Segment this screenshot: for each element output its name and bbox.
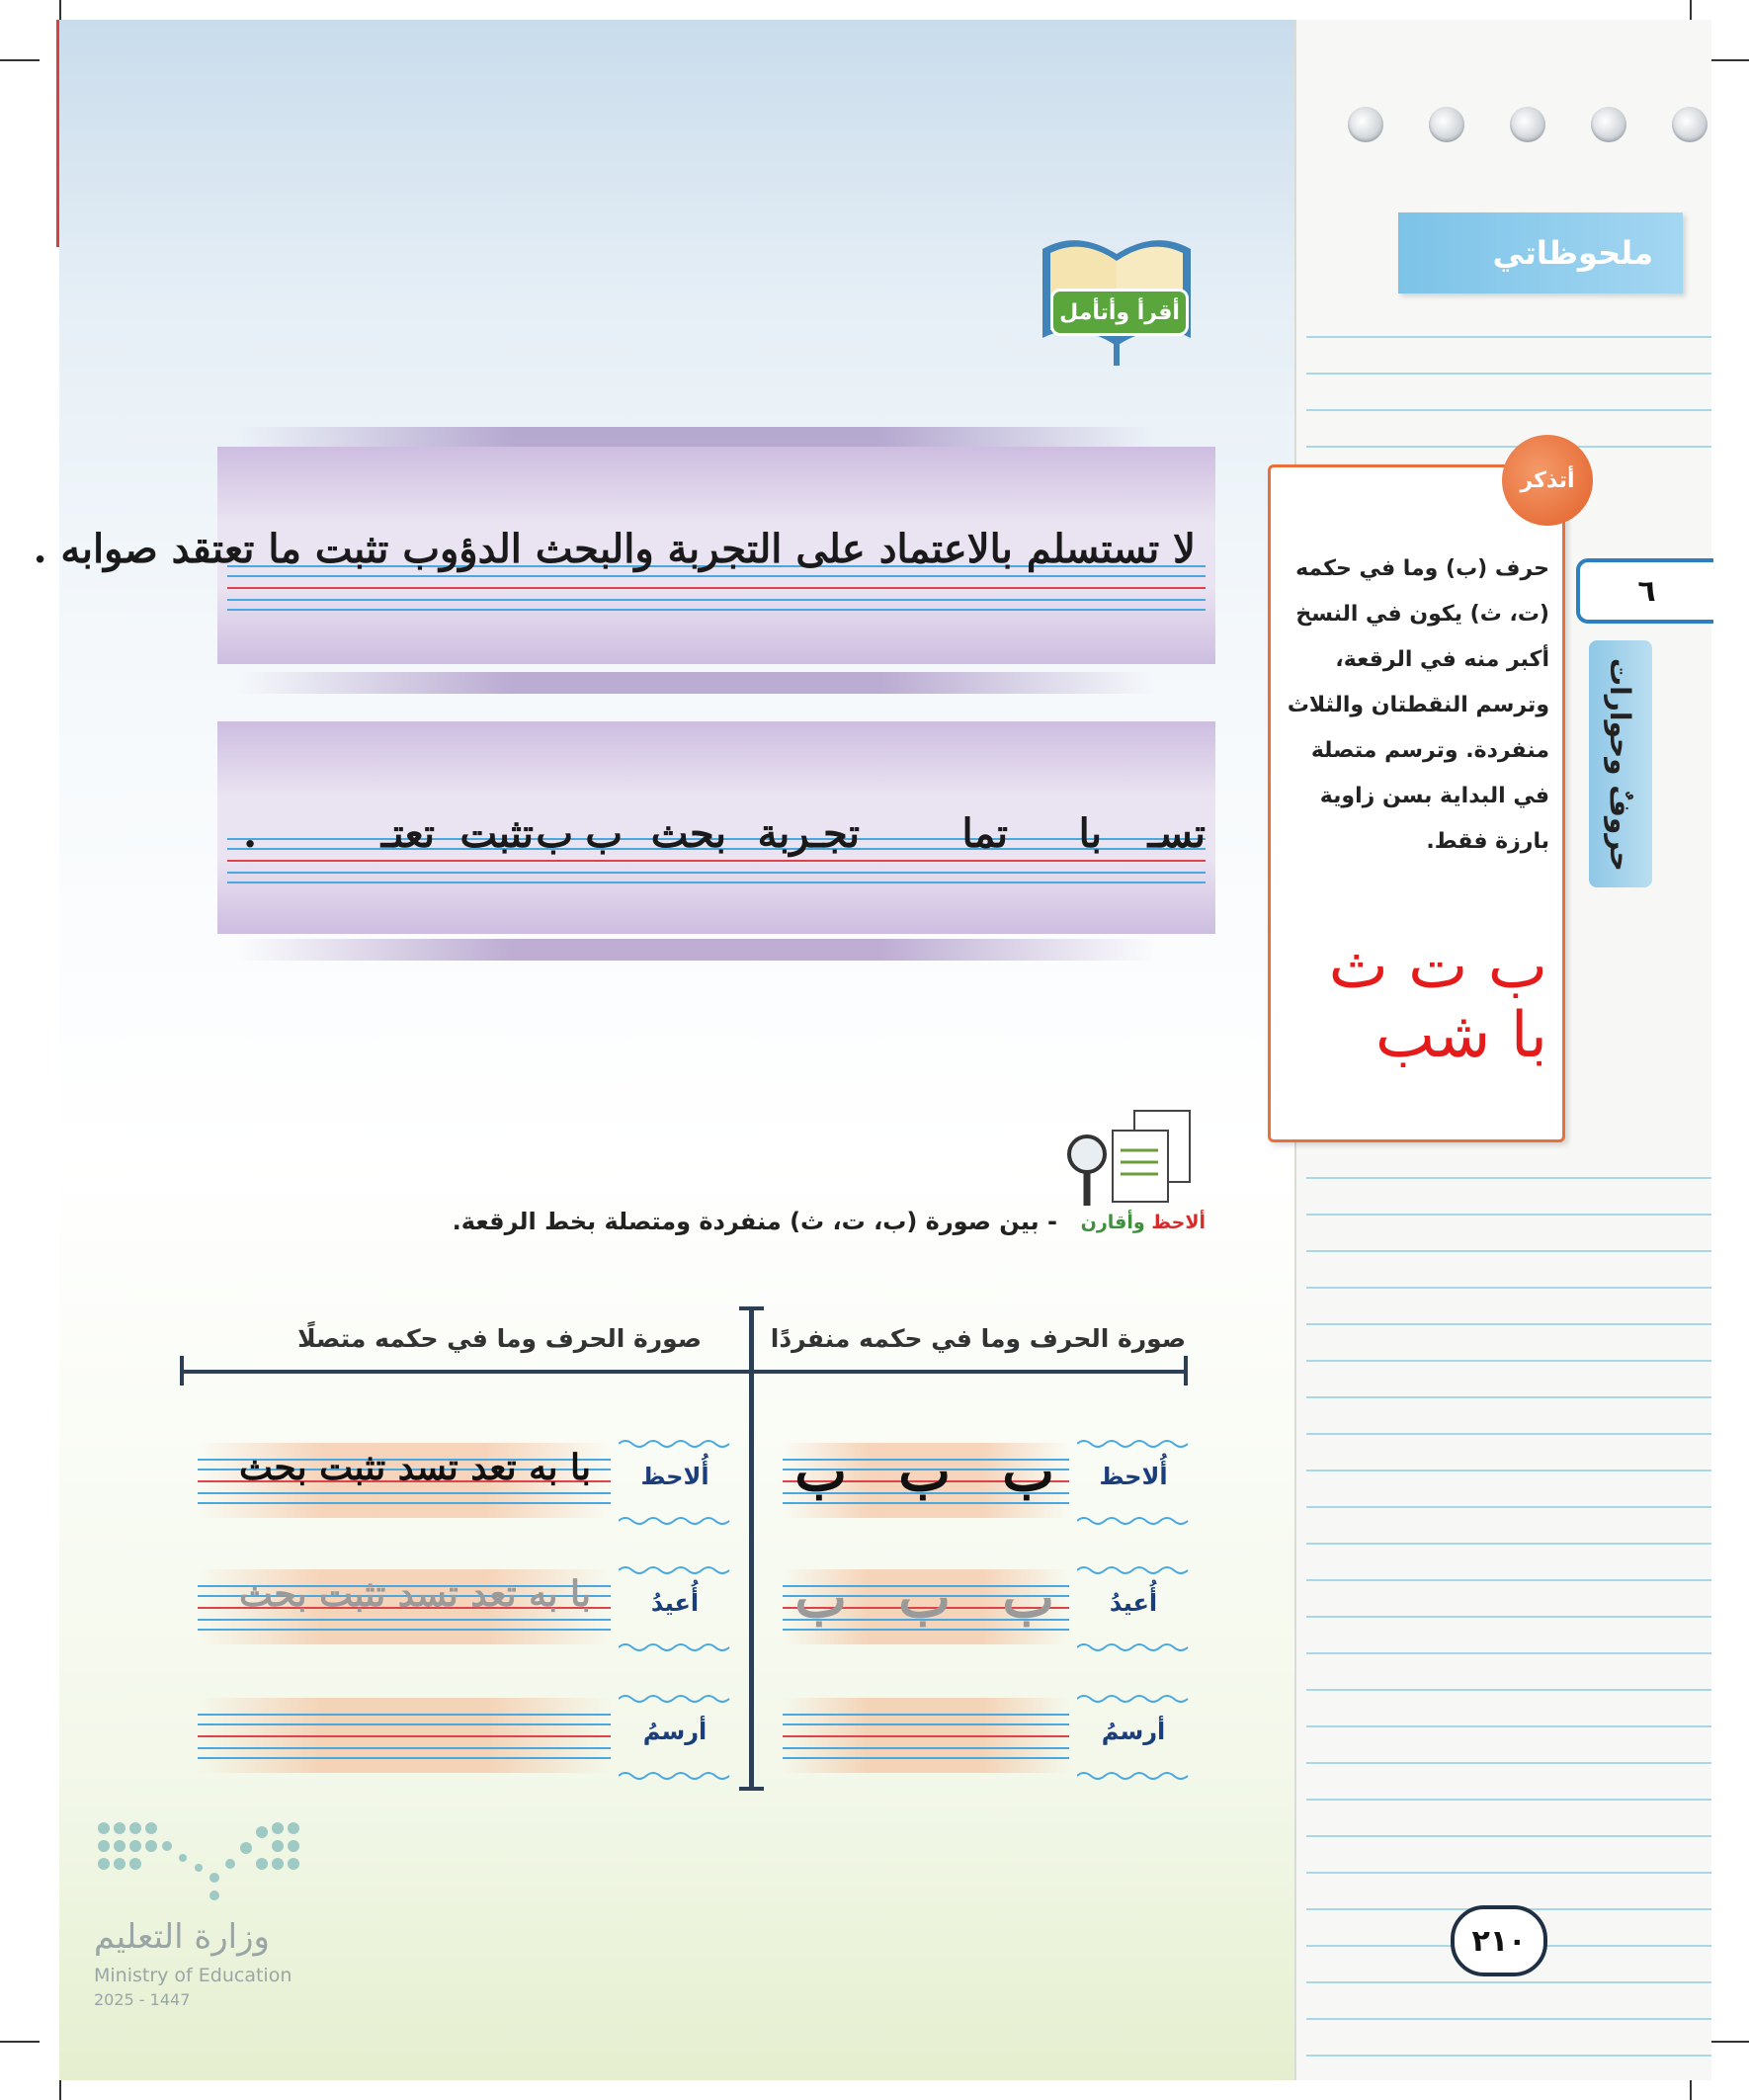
page-number: ٢١٠ — [1471, 1923, 1527, 1959]
wave-line — [1077, 1690, 1191, 1702]
read-reflect-label: أقرأ وأتأمل — [1059, 299, 1180, 325]
isolated-letter: ب — [898, 1439, 951, 1504]
isolated-practice-cell[interactable] — [783, 1698, 1069, 1773]
row-label-connected: أرسمُ — [642, 1718, 708, 1745]
ministry-name-en: Ministry of Education — [94, 1965, 292, 1986]
notes-line — [1306, 1433, 1711, 1435]
notes-line — [1306, 1214, 1711, 1216]
page-number-badge — [1451, 1905, 1547, 1976]
ruling-line — [198, 1714, 611, 1716]
wave-line — [619, 1638, 732, 1650]
isolated-letter: ب — [898, 1565, 951, 1631]
ruling-line — [198, 1735, 611, 1737]
banner-edge — [237, 427, 1156, 449]
fragment: تثبت — [459, 810, 534, 857]
remind-letters-line: با شب — [1374, 999, 1547, 1072]
table-divider-cap — [739, 1787, 764, 1791]
wave-line — [1077, 1561, 1191, 1573]
crop-mark — [0, 59, 40, 61]
ruling-line — [198, 1502, 611, 1504]
notes-line — [1306, 1725, 1711, 1727]
notes-line — [1306, 1799, 1711, 1801]
notes-line — [1306, 1762, 1711, 1764]
connected-practice-cell — [198, 1443, 611, 1518]
lesson-title-ribbon — [1589, 640, 1652, 887]
connected-text: با به تعد تسد تثبت بحث — [239, 1573, 591, 1615]
binder-hole — [1510, 107, 1545, 142]
notes-line — [1306, 1689, 1711, 1691]
notes-line — [1306, 1470, 1711, 1471]
ministry-name-ar: وزارة التعليم — [94, 1917, 270, 1957]
banner-edge — [237, 939, 1156, 961]
notes-line — [1306, 1543, 1711, 1545]
table-divider-cap — [739, 1306, 764, 1310]
ruling-line — [783, 1714, 1069, 1716]
compare-instruction-text: بين صورة (ب، ت، ث) منفردة ومتصلة بخط الرقعة. — [452, 1208, 1040, 1235]
table-rule-cap — [180, 1356, 184, 1386]
wave-line — [619, 1690, 732, 1702]
wave-line — [1077, 1512, 1191, 1524]
connected-practice-cell — [198, 1569, 611, 1644]
compare-instruction — [395, 1208, 1057, 1235]
ministry-dots-icon — [94, 1818, 311, 1907]
lesson-number: ٦ — [1637, 573, 1656, 609]
notes-line — [1306, 2018, 1711, 2020]
compare-label-compare: وأقارن — [1080, 1212, 1145, 1233]
remind-card — [1268, 464, 1565, 1142]
lesson-title: حروفٌ وحوارات — [1604, 658, 1636, 872]
ruling-line — [783, 1723, 1069, 1725]
notes-header — [1398, 212, 1683, 294]
wave-line — [1077, 1435, 1191, 1447]
table-divider — [749, 1306, 754, 1791]
notes-line — [1306, 409, 1711, 411]
connected-practice-cell[interactable] — [198, 1698, 611, 1773]
ruling-line — [198, 1757, 611, 1759]
notes-line — [1306, 1323, 1711, 1325]
ruling-line — [198, 1629, 611, 1631]
binder-hole — [1591, 107, 1626, 142]
remind-letters — [1281, 932, 1547, 1070]
remind-letters-line: ب ت ث — [1328, 930, 1547, 1003]
ruling-line — [198, 1492, 611, 1494]
model-sentence: لا تستسلم بالاعتماد على التجربة والبحث الدؤوب تثبت ما تعتقد صوابه . — [33, 526, 1196, 572]
ruling-line — [198, 1619, 611, 1621]
wave-line — [619, 1561, 732, 1573]
binder-hole — [1672, 107, 1707, 142]
wave-line — [619, 1512, 732, 1524]
remind-text: حرف (ب) وما في حكمه (ت، ث) يكون في النسخ أكبر منه في الرقعة، وترسم النقطتان والثلاث منفردة. وترسم متصلة في البداية بسن زاوية بارزة فقط. — [1287, 556, 1549, 854]
row-label-isolated: أُعيدُ — [1109, 1589, 1158, 1617]
fragment: ب — [536, 810, 573, 857]
row-label-isolated: أرسمُ — [1101, 1718, 1166, 1745]
col-header-isolated: صورة الحرف وما في حكمه منفردًا — [770, 1324, 1186, 1353]
notes-line — [1306, 1506, 1711, 1508]
read-reflect-icon — [1033, 229, 1201, 368]
remind-badge-label: أتذكر — [1520, 467, 1575, 493]
row-label-isolated: أُلاحظ — [1099, 1463, 1168, 1490]
isolated-letter: ب — [794, 1439, 847, 1504]
remind-badge — [1502, 435, 1593, 526]
notes-line — [1306, 2055, 1711, 2057]
notes-line — [1306, 336, 1711, 338]
fragment: ب — [585, 810, 623, 857]
notes-line — [1306, 373, 1711, 375]
compare-icon — [1055, 1107, 1204, 1216]
wave-line — [619, 1435, 732, 1447]
notes-header-label: ملحوظاتي — [1492, 234, 1653, 272]
notes-line — [1306, 1396, 1711, 1398]
ruling-line — [198, 1747, 611, 1749]
notes-line — [1306, 1360, 1711, 1362]
notes-line — [1306, 1287, 1711, 1289]
isolated-practice-cell — [783, 1565, 1069, 1644]
crop-mark — [1709, 59, 1749, 61]
compare-dash: - — [1047, 1208, 1057, 1235]
wave-line — [619, 1767, 732, 1779]
notes-line — [1306, 1872, 1711, 1874]
compare-label-observe: ألاحظ — [1151, 1212, 1206, 1233]
notes-line — [1306, 1616, 1711, 1618]
table-rule-cap — [1184, 1356, 1188, 1386]
ruling-line — [783, 1735, 1069, 1737]
lesson-number-tag — [1576, 558, 1713, 624]
ruling-line — [198, 1723, 611, 1725]
notes-line — [1306, 446, 1711, 448]
fragment-banner — [217, 721, 1215, 934]
binder-hole — [1429, 107, 1464, 142]
notes-line — [1306, 1250, 1711, 1252]
fragment: با — [1078, 810, 1102, 857]
fragment: تسـ — [1147, 810, 1206, 857]
compare-label — [1067, 1212, 1206, 1233]
banner-edge — [237, 672, 1156, 694]
row-label-connected: أُعيدُ — [650, 1589, 700, 1617]
fragment: تجـربة — [757, 810, 860, 857]
fragment: تما — [961, 810, 1008, 857]
sentence-banner — [33, 447, 1215, 664]
crop-mark — [1709, 2041, 1749, 2043]
ministry-year: 2025 - 1447 — [94, 1990, 191, 2009]
fragment: بحث — [650, 810, 726, 857]
isolated-practice-cell — [783, 1439, 1069, 1518]
notes-line — [1306, 1177, 1711, 1179]
isolated-letter: ب — [1002, 1565, 1054, 1631]
fragment-row — [227, 810, 1206, 870]
isolated-letter: ب — [1002, 1439, 1054, 1504]
crop-mark — [0, 2041, 40, 2043]
notes-line — [1306, 1579, 1711, 1581]
fragment: . — [243, 810, 257, 857]
ministry-logo — [94, 1818, 321, 2016]
fragment: تعتـ — [380, 810, 435, 857]
binder-hole — [1348, 107, 1383, 142]
table-top-rule — [180, 1370, 1188, 1374]
notes-line — [1306, 1981, 1711, 1983]
connected-text: با به تعد تسد تثبت بحث — [239, 1447, 591, 1488]
notes-line — [1306, 1652, 1711, 1654]
isolated-letter: ب — [794, 1565, 847, 1631]
col-header-connected: صورة الحرف وما في حكمه متصلًا — [297, 1324, 702, 1353]
wave-line — [1077, 1638, 1191, 1650]
ruling-line — [783, 1747, 1069, 1749]
row-label-connected: أُلاحظ — [640, 1463, 709, 1490]
notes-line — [1306, 1835, 1711, 1837]
wave-line — [1077, 1767, 1191, 1779]
ruling-line — [783, 1757, 1069, 1759]
